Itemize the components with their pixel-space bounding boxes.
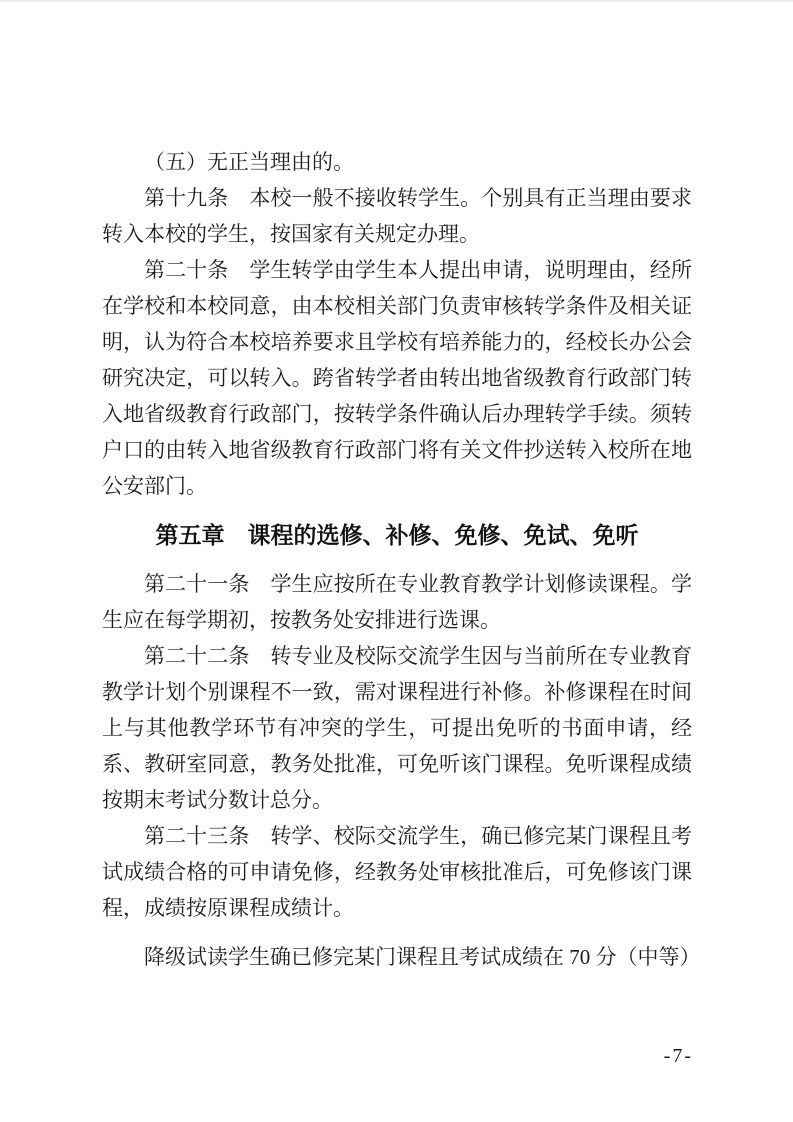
article-23: 第二十三条 转学、校际交流学生，确已修完某门课程且考试成绩合格的可申请免修，经教务处审核批准后，可免修该门课程，成绩按原课程成绩计。 [102, 824, 692, 920]
clause-item-5: （五）无正当理由的。 [144, 150, 354, 174]
chapter-5-heading: 第五章 课程的选修、补修、免修、免试、免听 [155, 522, 639, 548]
page-number: -7- [663, 1045, 693, 1067]
article-23-continuation: 降级试读学生确已修完某门课程且考试成绩在 70 分（中等） [144, 945, 701, 969]
article-21: 第二十一条 学生应按所在专业教育教学计划修读课程。学生应在每学期初，按教务处安排进行选课。 [102, 572, 692, 632]
article-22: 第二十二条 转专业及校际交流学生因与当前所在专业教育教学计划个别课程不一致，需对课程进行补修。补修课程在时间上与其他教学环节有冲突的学生，可提出免听的书面申请，经系、教研室同意，教务处批准，可免听该门课程。免听课程成绩按期末考试分数计总分。 [102, 644, 692, 812]
document-body [102, 144, 701, 975]
article-19: 第十九条 本校一般不接收转学生。个别具有正当理由要求转入本校的学生，按国家有关规定办理。 [102, 186, 692, 246]
article-20: 第二十条 学生转学由学生本人提出申请，说明理由，经所在学校和本校同意，由本校相关部门负责审核转学条件及相关证明，认为符合本校培养要求且学校有培养能力的，经校长办公会研究决定，可以转入。跨省转学者由转出地省级教育行政部门转入地省级教育行政部门，按转学条件确认后办理转学手续。须转户口的由转入地省级教育行政部门将有关文件抄送转入校所在地公安部门。 [102, 258, 692, 498]
